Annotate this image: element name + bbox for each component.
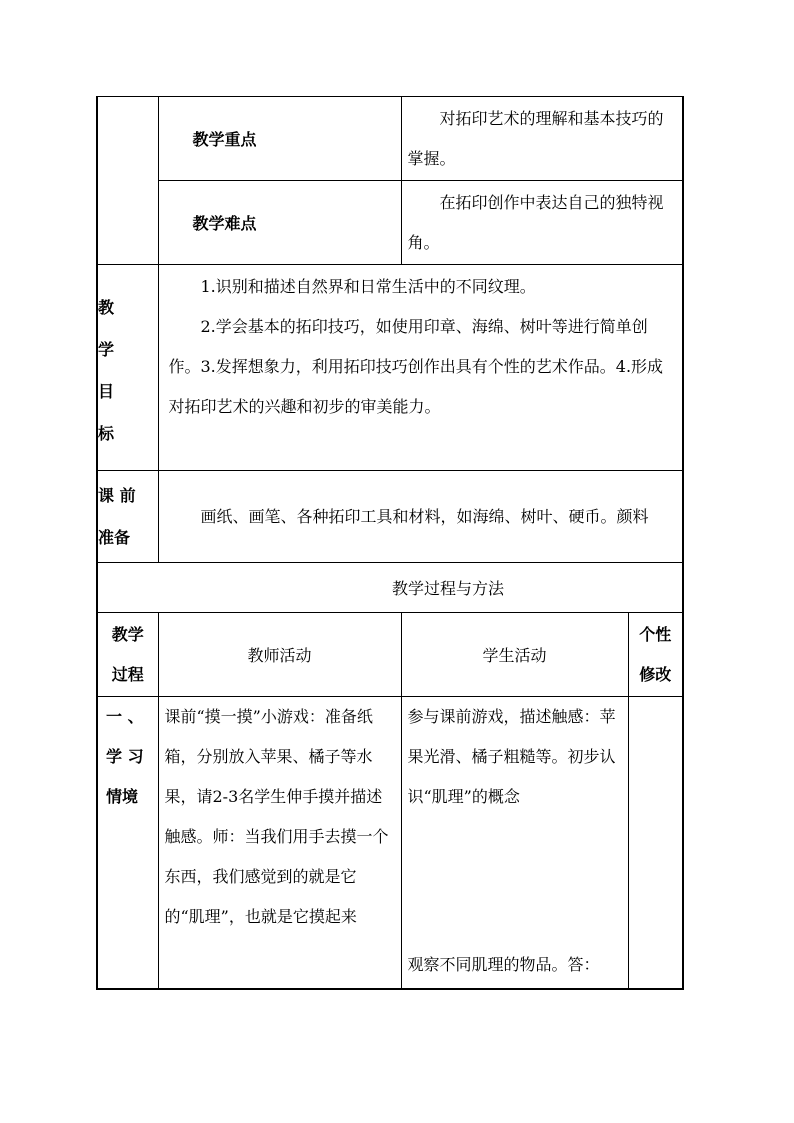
header-modify-line-2: 修改 bbox=[639, 664, 672, 684]
modify-cell bbox=[628, 697, 683, 989]
student-activity-text-2: 观察不同肌理的物品。答： bbox=[407, 955, 600, 974]
teacher-activity-text: 课前“摸一摸”小游戏：准备纸箱，分别放入苹果、橘子等水果，请2-3名学生伸手摸并描述触感。师：当我们用手去摸一个东西，我们感觉到的就是它的“肌理”，也就是它摸起来 bbox=[164, 707, 389, 926]
header-process-line-2: 过程 bbox=[111, 664, 144, 684]
process-title-cell bbox=[97, 563, 683, 613]
key-points-label: 教学重点 bbox=[192, 130, 257, 149]
empty-left-cell bbox=[97, 97, 158, 265]
difficult-points-label: 教学难点 bbox=[192, 214, 257, 233]
header-teacher-cell bbox=[158, 613, 401, 697]
key-points-text: 对拓印艺术的理解和基本技巧的掌握。 bbox=[401, 97, 683, 181]
header-student: 学生活动 bbox=[482, 646, 547, 665]
objectives-label-cell bbox=[97, 265, 158, 471]
objectives-label-char-3: 目 bbox=[98, 382, 115, 401]
header-process-cell bbox=[97, 613, 158, 697]
stage-1-line-2: 学 习 bbox=[106, 747, 144, 766]
objectives-label-char-1: 教 bbox=[98, 298, 115, 317]
key-points-row bbox=[97, 97, 683, 181]
lesson-plan-table bbox=[96, 96, 684, 990]
difficult-points-row bbox=[97, 181, 683, 265]
prep-row bbox=[97, 471, 683, 563]
process-title: 教学过程与方法 bbox=[392, 579, 505, 598]
objective-2-4: 2.学会基本的拓印技巧，如使用印章、海绵、树叶等进行简单创作。3.发挥想象力，利用拓印技巧创作出具有个性的艺术作品。4.形成对拓印艺术的兴趣和初步的审美能力。 bbox=[168, 317, 664, 416]
stage-1-row bbox=[97, 697, 683, 989]
prep-label-line-1: 课 前 bbox=[98, 485, 136, 505]
objectives-label-char-2: 学 bbox=[98, 340, 115, 359]
header-process-line-1: 教学 bbox=[111, 624, 144, 644]
header-modify-line-1: 个性 bbox=[639, 624, 672, 644]
stage-1-line-1: 一 、 bbox=[106, 707, 144, 726]
prep-label-cell bbox=[97, 471, 158, 563]
objectives-row bbox=[97, 265, 683, 471]
difficult-points-text: 在拓印创作中表达自己的独特视角。 bbox=[401, 181, 683, 265]
student-activity-cell bbox=[401, 697, 628, 989]
objectives-label-char-4: 标 bbox=[98, 424, 115, 443]
key-points-label-cell bbox=[158, 97, 401, 181]
student-activity-text-1: 参与课前游戏，描述触感：苹果光滑、橘子粗糙等。初步认识“肌理”的概念 bbox=[407, 707, 616, 806]
prep-label-line-2: 准备 bbox=[98, 527, 131, 547]
difficult-points-label-cell bbox=[158, 181, 401, 265]
process-header-row bbox=[97, 613, 683, 697]
prep-text: 画纸、画笔、各种拓印工具和材料，如海绵、树叶、硬币。颜料 bbox=[158, 471, 683, 563]
objective-1: 1.识别和描述自然界和日常生活中的不同纹理。 bbox=[200, 277, 536, 296]
stage-1-label-cell bbox=[97, 697, 158, 989]
objectives-text-cell bbox=[158, 265, 683, 471]
header-modify-cell bbox=[628, 613, 683, 697]
header-teacher: 教师活动 bbox=[247, 646, 312, 665]
process-title-row bbox=[97, 563, 683, 613]
header-student-cell bbox=[401, 613, 628, 697]
teacher-activity-cell bbox=[158, 697, 401, 989]
stage-1-line-3: 情境 bbox=[106, 787, 139, 806]
